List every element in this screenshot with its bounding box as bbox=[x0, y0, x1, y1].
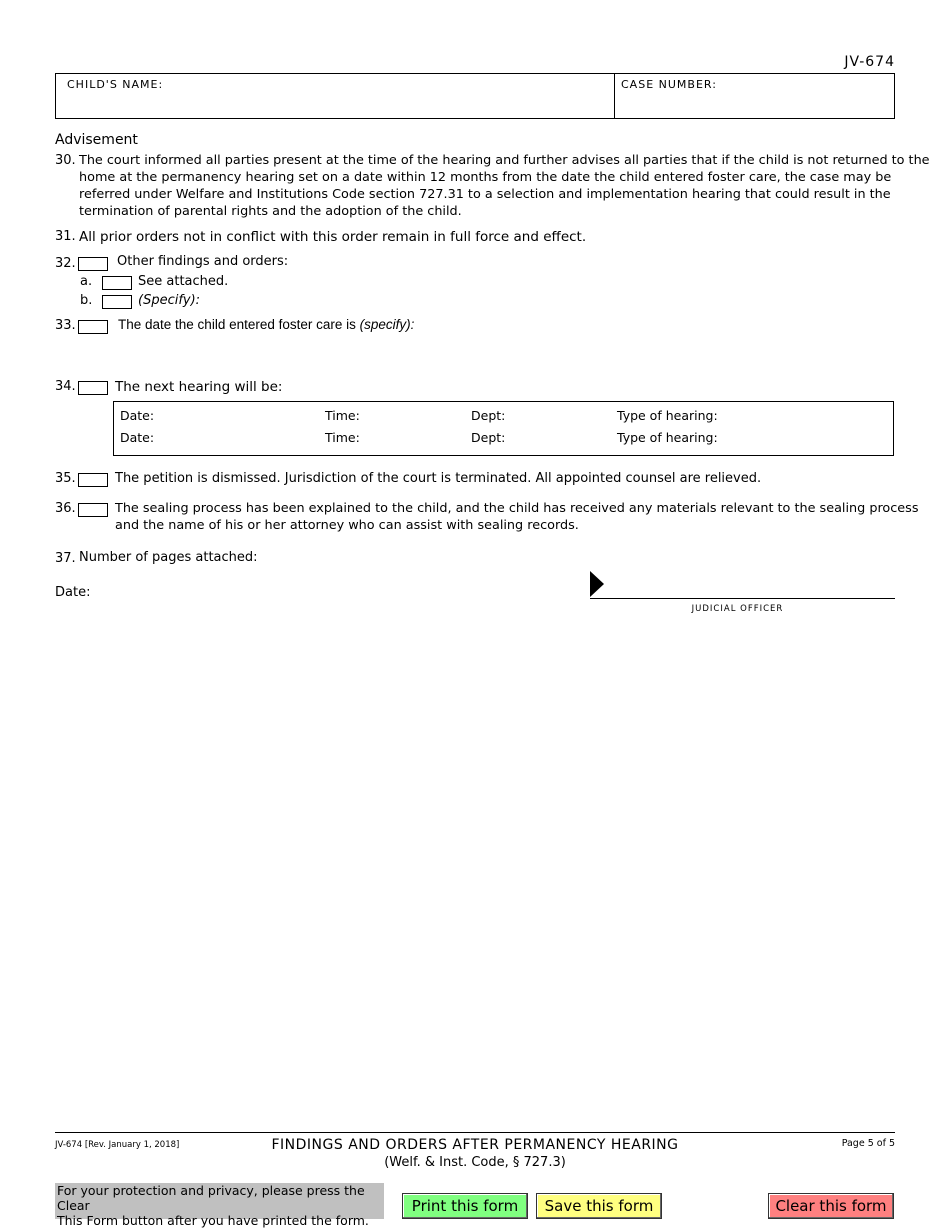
item-31-text: All prior orders not in conflict with this order remain in full force and effect. bbox=[79, 229, 587, 245]
item-32-text: Other findings and orders: bbox=[117, 254, 289, 269]
advisement-heading: Advisement bbox=[55, 132, 138, 148]
item-32b-text: (Specify): bbox=[138, 293, 201, 308]
item-32a-checkbox[interactable] bbox=[102, 276, 132, 290]
hearing-1-time: Time: bbox=[325, 408, 360, 423]
item-34-checkbox[interactable] bbox=[78, 381, 108, 395]
item-30-line: termination of parental rights and the adoption of the child. bbox=[79, 204, 462, 219]
item-35-checkbox[interactable] bbox=[78, 473, 108, 487]
privacy-notice-line: For your protection and privacy, please press the Clear bbox=[57, 1183, 365, 1213]
save-form-button[interactable]: Save this form bbox=[536, 1193, 662, 1219]
footer-rule bbox=[55, 1132, 895, 1133]
item-36-line: The sealing process has been explained to the child, and the child has received any materials relevant to the sealing process bbox=[115, 501, 919, 516]
item-37-text: Number of pages attached: bbox=[79, 550, 258, 565]
privacy-notice bbox=[55, 1183, 384, 1228]
hearing-1-type: Type of hearing: bbox=[617, 408, 718, 423]
item-34-text: The next hearing will be: bbox=[115, 379, 283, 395]
page-number: Page 5 of 5 bbox=[841, 1138, 895, 1149]
item-37-number: 37. bbox=[55, 551, 76, 566]
judicial-officer-label: JUDICIAL OFFICER bbox=[691, 604, 784, 614]
hearing-1-date: Date: bbox=[120, 408, 155, 423]
item-32-checkbox[interactable] bbox=[78, 257, 108, 271]
item-34-number: 34. bbox=[55, 379, 76, 394]
form-id: JV-674 bbox=[844, 54, 895, 70]
item-30-line: referred under Welfare and Institutions Code section 727.31 to a selection and implementation hearing that could result in the bbox=[79, 187, 891, 202]
hearing-2-dept: Dept: bbox=[471, 430, 506, 445]
item-32b-label: b. bbox=[80, 293, 93, 308]
item-32a-label: a. bbox=[80, 274, 93, 289]
item-30-line: home at the permanency hearing set on a date within 12 months from the date the child entered foster care, the case may be bbox=[79, 170, 892, 185]
clear-form-button[interactable]: Clear this form bbox=[768, 1193, 894, 1219]
item-35-text: The petition is dismissed. Jurisdiction of the court is terminated. All appointed counsel are relieved. bbox=[115, 471, 762, 486]
item-33-label: The date the child entered foster care is bbox=[118, 317, 356, 332]
caption-divider bbox=[614, 74, 615, 118]
hearing-1-dept: Dept: bbox=[471, 408, 506, 423]
item-36-line: and the name of his or her attorney who can assist with sealing records. bbox=[115, 518, 579, 533]
date-label: Date: bbox=[55, 585, 91, 600]
childs-name-label: CHILD'S NAME: bbox=[67, 78, 164, 91]
item-33-text bbox=[118, 317, 414, 332]
item-33-checkbox[interactable] bbox=[78, 320, 108, 334]
item-32b-checkbox[interactable] bbox=[102, 295, 132, 309]
item-36-number: 36. bbox=[55, 501, 76, 516]
signature-arrow-icon bbox=[590, 571, 604, 597]
form-title: FINDINGS AND ORDERS AFTER PERMANENCY HEARING bbox=[271, 1137, 679, 1153]
item-30-line: The court informed all parties present at the time of the hearing and further advises all parties that if the child is not returned to the bbox=[79, 153, 930, 168]
case-number-label: CASE NUMBER: bbox=[621, 78, 717, 91]
item-32-number: 32. bbox=[55, 256, 76, 271]
hearing-2-type: Type of hearing: bbox=[617, 430, 718, 445]
item-33-specify: (specify): bbox=[359, 317, 415, 332]
item-32a-text: See attached. bbox=[138, 274, 229, 289]
privacy-notice-line: This Form button after you have printed the form. bbox=[57, 1213, 369, 1228]
item-36-text bbox=[115, 500, 919, 534]
item-36-checkbox[interactable] bbox=[78, 503, 108, 517]
signature-line bbox=[590, 598, 895, 599]
item-35-number: 35. bbox=[55, 471, 76, 486]
caption-box bbox=[55, 73, 895, 119]
item-33-number: 33. bbox=[55, 318, 76, 333]
item-30-number: 30. bbox=[55, 153, 76, 168]
item-30-text bbox=[79, 152, 930, 220]
form-subtitle: (Welf. & Inst. Code, § 727.3) bbox=[384, 1155, 566, 1170]
next-hearing-box bbox=[113, 401, 894, 456]
hearing-2-date: Date: bbox=[120, 430, 155, 445]
form-revision: JV-674 [Rev. January 1, 2018] bbox=[55, 1140, 180, 1150]
hearing-2-time: Time: bbox=[325, 430, 360, 445]
print-form-button[interactable]: Print this form bbox=[402, 1193, 528, 1219]
item-31-number: 31. bbox=[55, 229, 76, 244]
